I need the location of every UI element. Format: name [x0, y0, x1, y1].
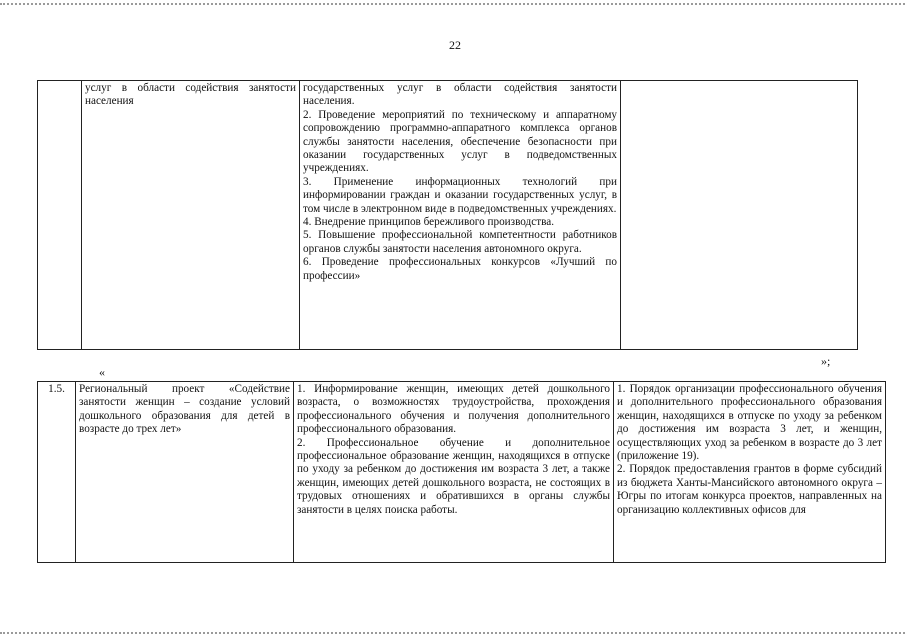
event-name-cell: Региональный проект «Содействие занятости женщин – создание условий дошкольного образования для детей в возрасте до трех лет»: [76, 382, 294, 563]
measure-item: 3. Применение информационных технологий при информировании граждан и оказании государственных услуг, в том числе в электронном виде в подведомственных учреждениях.: [303, 175, 617, 215]
measure-item: 4. Внедрение принципов бережливого производства.: [303, 216, 555, 229]
measure-item: государственных услуг в области содействия занятости населения.: [303, 82, 617, 108]
table-row: [38, 81, 858, 350]
procedure-cell: [614, 382, 886, 563]
row-number-cell: [38, 81, 82, 350]
measures-cell: [300, 81, 621, 350]
measure-item: 5. Повышение профессиональной компетентности работников органов службы занятости населения автономного округа.: [303, 229, 617, 255]
opening-quote: «: [99, 365, 105, 379]
program-table-new-row: [37, 381, 886, 563]
measure-item: 2. Проведение мероприятий по техническому и аппаратному сопровождению программно-аппаратного комплекса органов службы занятости населения, обеспечение безопасности при оказании государственных услуг в подведомственных учреждениях.: [303, 108, 617, 175]
measures-cell: [294, 382, 614, 563]
event-name-cell: услуг в области содействия занятости населения: [82, 81, 300, 350]
table-row: [38, 382, 886, 563]
measure-item: 2. Профессиональное обучение и дополнительное профессиональное образование женщин, находящихся в отпуске по уходу за ребенком до достижения им возраста 3 лет, а также женщин, имеющих детей дошкольного возраста, не состоящих в трудовых отношениях и обратившихся в органы службы занятости в целях поиска работы.: [297, 436, 610, 516]
measure-item: 1. Информирование женщин, имеющих детей дошкольного возраста, о возможностях трудоустройства, прохождения профессионального обучения и получения дополнительного профессионального образования.: [297, 383, 610, 436]
measure-item: 6. Проведение профессиональных конкурсов «Лучший по профессии»: [303, 256, 617, 282]
page-number: 22: [449, 38, 461, 52]
procedure-item: 1. Порядок организации профессионального обучения и дополнительного профессионального образования женщин, находящихся в отпуске по уходу за ребенком до достижения им возраста 3 лет, и женщин, осуществляющих уход за ребенком в возрасте до 3 лет (приложение 19).: [617, 383, 882, 463]
procedure-item: 2. Порядок предоставления грантов в форме субсидий из бюджета Ханты-Мансийского автономного округа – Югры по итогам конкурса проектов, направленных на организацию коллективных офисов для: [617, 463, 882, 516]
scan-top-edge: [0, 3, 905, 5]
scan-bottom-edge: [0, 632, 905, 634]
closing-quote: »;: [821, 354, 831, 368]
procedure-cell: [621, 81, 858, 350]
row-number-cell: 1.5.: [38, 382, 76, 563]
program-table-continuation: [37, 80, 858, 350]
